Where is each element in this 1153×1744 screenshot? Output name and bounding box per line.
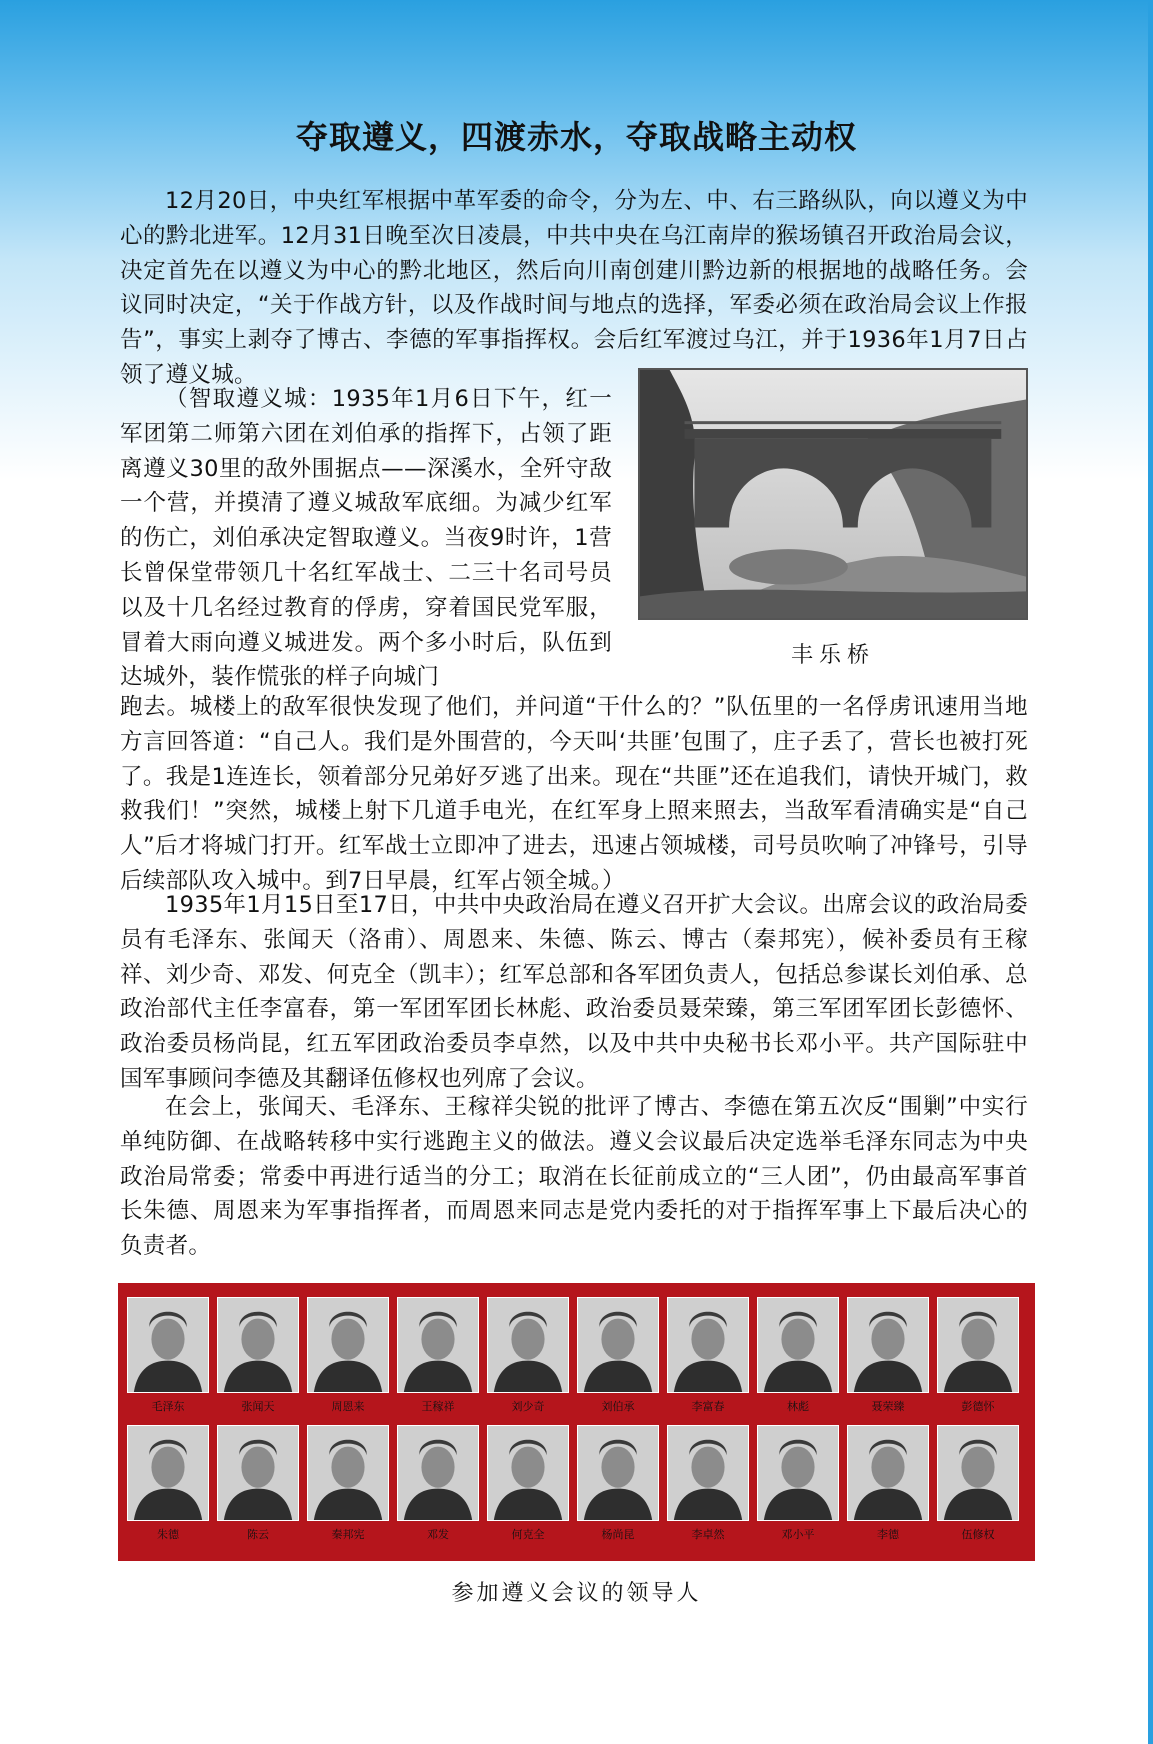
portrait-photo [937,1425,1019,1521]
leader-portrait [217,1297,299,1421]
paragraph-4: 在会上，张闻天、毛泽东、王稼祥尖锐的批评了博古、李德在第五次反“围剿”中实行单纯防御、在战略转移中实行逃跑主义的做法。遵义会议最后决定选举毛泽东同志为中央政治局常委；常委中再进行适当的分工；取消在长征前成立的“三人团”，仍由最高军事首长朱德、周恩来为军事指挥者，而周恩来同志是党内委托的对于指挥军事上下最后决心的负责者。 [120,1094,1028,1260]
leader-name: 王稼祥 [421,1400,455,1413]
portrait-photo [307,1297,389,1393]
leader-name: 杨尚昆 [601,1528,635,1541]
leader-portrait [667,1425,749,1549]
leader-name: 李德 [877,1528,899,1541]
paragraph-2: （智取遵义城：1935年1月6日下午，红一军团第二师第六团在刘伯承的指挥下，占领了距离遵义30里的敌外围据点——深溪水，全歼守敌一个营，并摸清了遵义城敌军底细。为减少红军的伤亡，刘伯承决定智取遵义。当夜9时许，1营长曾保堂带领几十名红军战士、二三十名司号员以及十几名经过教育的俘虏，穿着国民党军服，冒着大雨向遵义城进发。两个多小时后，队伍到达城外，装作慌张的样子向城门 [120,386,612,691]
leader-name: 彭德怀 [961,1400,995,1413]
leader-name: 刘伯承 [601,1400,635,1413]
portrait-photo [847,1297,929,1393]
paragraph-2-continued: 跑去。城楼上的敌军很快发现了他们，并问道“干什么的？”队伍里的一名俘虏讯速用当地方言回答道：“自己人。我们是外围营的，今天叫‘共匪’包围了，庄子丢了，营长也被打死了。我是1连连长，领着部分兄弟好歹逃了出来。现在“共匪”还在追我们，请快开城门，救救我们！”突然，城楼上射下几道手电光，在红军身上照来照去，当敌军看清确实是“自己人”后才将城门打开。红军战士立即冲了进去，迅速占领城楼，司号员吹响了冲锋号，引导后续部队攻入城中。到7日早晨，红军占领全城。） [120,694,1028,894]
leader-portrait [847,1425,929,1549]
leader-portrait [667,1297,749,1421]
leader-portrait [217,1425,299,1549]
portrait-photo [217,1425,299,1521]
portrait-photo [577,1425,659,1521]
portrait-photo [757,1425,839,1521]
leader-name: 聂荣臻 [871,1400,905,1413]
leader-portrait [937,1297,1019,1421]
leader-portrait [577,1297,659,1421]
leader-name: 林彪 [787,1400,809,1413]
portrait-photo [487,1425,569,1521]
portrait-photo [217,1297,299,1393]
portrait-photo [667,1425,749,1521]
portrait-photo [847,1425,929,1521]
leader-name: 邓小平 [781,1528,815,1541]
leader-name: 朱德 [157,1528,179,1541]
portrait-photo [757,1297,839,1393]
leader-name: 周恩来 [331,1400,365,1413]
leader-name: 何克全 [511,1528,545,1541]
fengle-bridge-photo [638,368,1028,620]
portrait-photo [307,1425,389,1521]
leader-portrait [307,1297,389,1421]
paragraph-3: 1935年1月15日至17日，中共中央政治局在遵义召开扩大会议。出席会议的政治局委员有毛泽东、张闻天（洛甫）、周恩来、朱德、陈云、博古（秦邦宪），候补委员有王稼祥、刘少奇、邓发、何克全（凯丰）；红军总部和各军团负责人，包括总参谋长刘伯承、总政治部代主任李富春，第一军团军团长林彪、政治委员聂荣臻，第三军团军团长彭德怀、政治委员杨尚昆，红五军团政治委员李卓然，以及中共中央秘书长邓小平。共产国际驻中国军事顾问李德及其翻译伍修权也列席了会议。 [120,892,1028,1092]
leaders-portrait-band [118,1283,1035,1561]
leader-name: 张闻天 [241,1400,275,1413]
right-edge-bar [1148,0,1153,1744]
leaders-caption: 参加遵义会议的领导人 [451,1581,702,1606]
leader-name: 邓发 [427,1528,449,1541]
leader-name: 李卓然 [691,1528,725,1541]
portrait-photo [487,1297,569,1393]
leader-portrait [397,1297,479,1421]
leader-name: 陈云 [247,1528,269,1541]
paragraph-1: 12月20日，中央红军根据中革军委的命令，分为左、中、右三路纵队，向以遵义为中心的黔北进军。12月31日晚至次日凌晨，中共中央在乌江南岸的猴场镇召开政治局会议，决定首先在以遵义为中心的黔北地区，然后向川南创建川黔边新的根据地的战略任务。会议同时决定，“关于作战方针，以及作战时间与地点的选择，军委必须在政治局会议上作报告”，事实上剥夺了博古、李德的军事指挥权。会后红军渡过乌江，并于1936年1月7日占领了遵义城。 [120,188,1028,388]
leader-name: 刘少奇 [511,1400,545,1413]
leader-portrait [487,1297,569,1421]
leader-portrait [577,1425,659,1549]
leader-portrait [847,1297,929,1421]
portrait-photo [397,1425,479,1521]
portrait-grid [127,1297,1026,1549]
leader-name: 毛泽东 [151,1400,185,1413]
portrait-photo [577,1297,659,1393]
leader-portrait [757,1297,839,1421]
leader-portrait [757,1425,839,1549]
portrait-photo [937,1297,1019,1393]
leader-name: 秦邦宪 [331,1528,365,1541]
page-title: 夺取遵义，四渡赤水，夺取战略主动权 [295,118,857,156]
portrait-photo [127,1297,209,1393]
portrait-photo [127,1425,209,1521]
leader-portrait [307,1425,389,1549]
leader-name: 李富春 [691,1400,725,1413]
bridge-caption: 丰乐桥 [790,643,875,668]
leader-portrait [127,1297,209,1421]
portrait-photo [397,1297,479,1393]
leader-portrait [937,1425,1019,1549]
leader-portrait [487,1425,569,1549]
leader-portrait [127,1425,209,1549]
leader-portrait [397,1425,479,1549]
portrait-photo [667,1297,749,1393]
leader-name: 伍修权 [961,1528,995,1541]
